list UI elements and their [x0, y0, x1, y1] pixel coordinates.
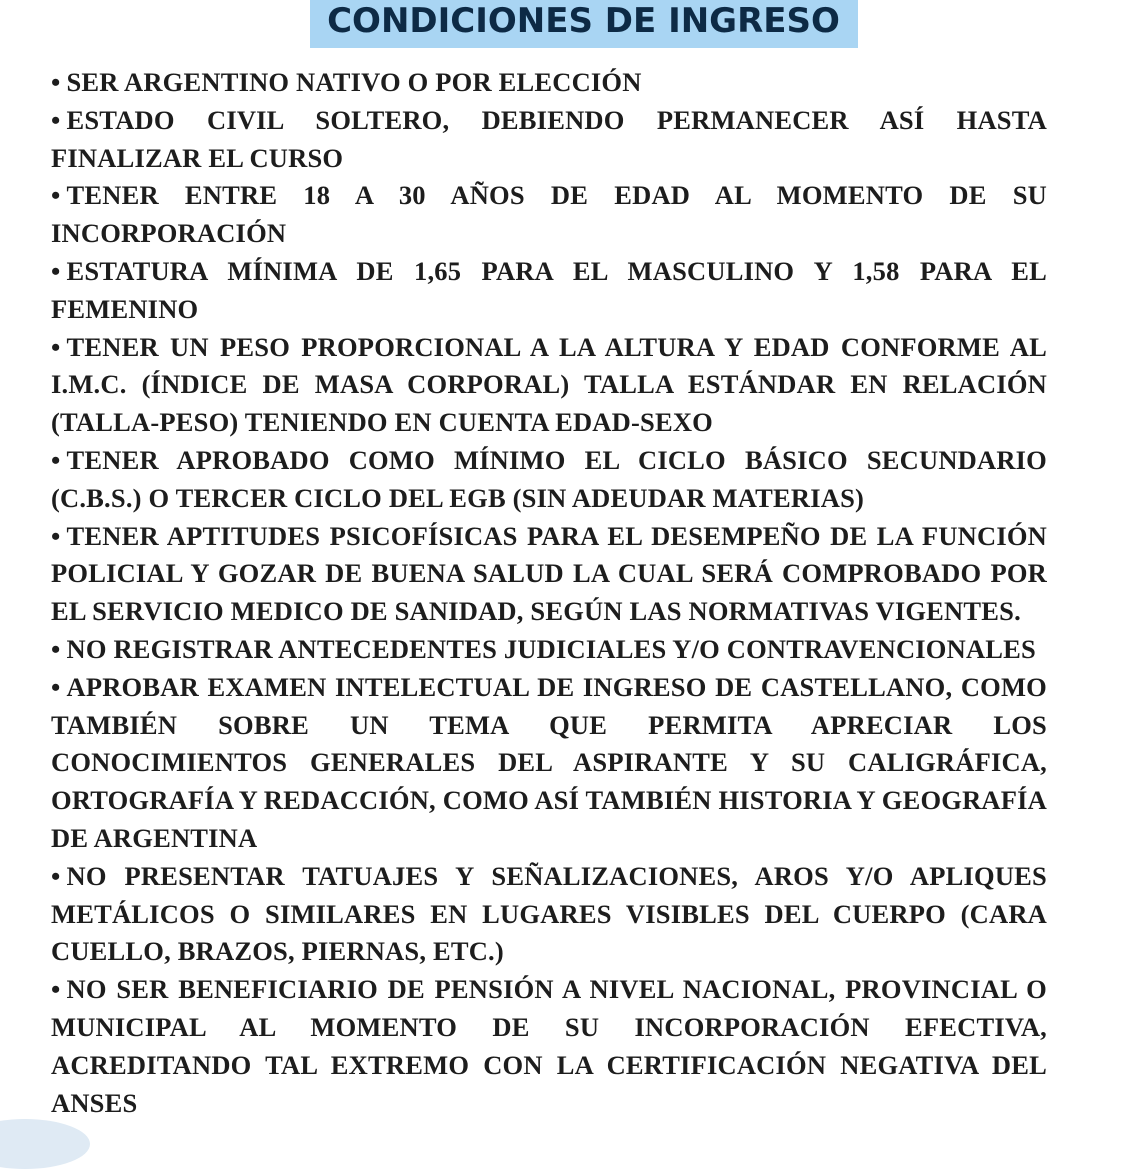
- list-item: [51, 329, 1047, 442]
- list-item: [51, 177, 1047, 253]
- list-item-text: TENER UN PESO PROPORCIONAL A LA ALTURA Y EDAD CONFORME AL I.M.C. (ÍNDICE DE MASA CORPORAL) TALLA ESTÁNDAR EN RELACIÓN (TALLA-PESO) TENIENDO EN CUENTA EDAD-SEXO: [51, 331, 1047, 438]
- list-item: [51, 971, 1047, 1122]
- decorative-corner-shape: [0, 1119, 90, 1169]
- requirements-list: [51, 64, 1047, 1122]
- list-item-text: ESTATURA MÍNIMA DE 1,65 PARA EL MASCULINO Y 1,58 PARA EL FEMENINO: [51, 255, 1047, 324]
- list-item-text: NO SER BENEFICIARIO DE PENSIÓN A NIVEL NACIONAL, PROVINCIAL O MUNICIPAL AL MOMENTO DE SU INCORPORACIÓN EFECTIVA, ACREDITANDO TAL EXTREMO CON LA CERTIFICACIÓN NEGATIVA DEL ANSES: [51, 974, 1047, 1118]
- list-item-text: APROBAR EXAMEN INTELECTUAL DE INGRESO DE CASTELLANO, COMO TAMBIÉN SOBRE UN TEMA QUE PERMITA APRECIAR LOS CONOCIMIENTOS GENERALES DEL ASPIRANTE Y SU CALIGRÁFICA, ORTOGRAFÍA Y REDACCIÓN, COMO ASÍ TAMBIÉN HISTORIA Y GEOGRAFÍA DE ARGENTINA: [51, 671, 1047, 853]
- list-item-text: SER ARGENTINO NATIVO O POR ELECCIÓN: [66, 67, 642, 97]
- list-item-text: TENER APTITUDES PSICOFÍSICAS PARA EL DESEMPEÑO DE LA FUNCIÓN POLICIAL Y GOZAR DE BUENA SALUD LA CUAL SERÁ COMPROBADO POR EL SERVICIO MEDICO DE SANIDAD, SEGÚN LAS NORMATIVAS VIGENTES.: [51, 520, 1047, 627]
- page-title: CONDICIONES DE INGRESO: [310, 0, 858, 48]
- list-item: [51, 518, 1047, 631]
- list-item: [51, 669, 1047, 858]
- list-item: [51, 64, 1047, 102]
- list-item-text: TENER ENTRE 18 A 30 AÑOS DE EDAD AL MOMENTO DE SU INCORPORACIÓN: [51, 180, 1047, 249]
- list-item: [51, 253, 1047, 329]
- list-item-text: TENER APROBADO COMO MÍNIMO EL CICLO BÁSICO SECUNDARIO (C.B.S.) O TERCER CICLO DEL EGB (SIN ADEUDAR MATERIAS): [51, 444, 1047, 513]
- title-banner: [0, 0, 1131, 48]
- list-item-text: NO PRESENTAR TATUAJES Y SEÑALIZACIONES, AROS Y/O APLIQUES METÁLICOS O SIMILARES EN LUGARES VISIBLES DEL CUERPO (CARA CUELLO, BRAZOS, PIERNAS, ETC.): [51, 860, 1047, 967]
- list-item: [51, 631, 1047, 669]
- list-item: [51, 102, 1047, 178]
- list-item: [51, 442, 1047, 518]
- list-item: [51, 858, 1047, 971]
- list-item-text: ESTADO CIVIL SOLTERO, DEBIENDO PERMANECER ASÍ HASTA FINALIZAR EL CURSO: [51, 104, 1047, 173]
- list-item-text: NO REGISTRAR ANTECEDENTES JUDICIALES Y/O CONTRAVENCIONALES: [66, 633, 1036, 664]
